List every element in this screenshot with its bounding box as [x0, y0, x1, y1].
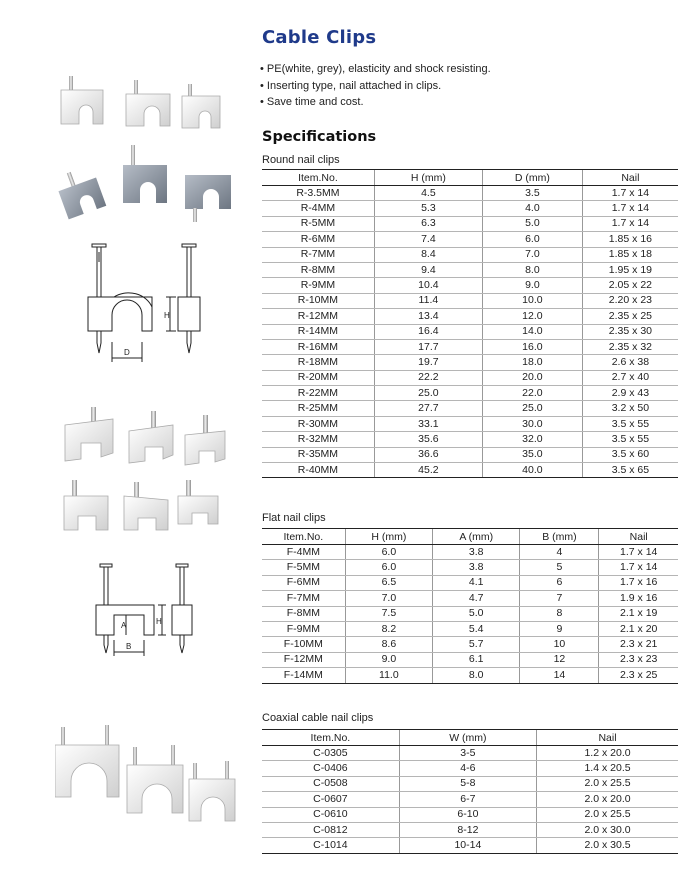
dimension-label-h: H	[164, 311, 170, 320]
table-cell: 8.0	[482, 262, 582, 277]
table-cell: 4.5	[374, 186, 482, 201]
dimension-label-b: B	[126, 642, 132, 651]
column-header: Nail	[582, 170, 678, 186]
flat-clips-caption: Flat nail clips	[262, 512, 326, 524]
table-cell: 8-12	[399, 822, 536, 837]
table-cell: 6.0	[345, 560, 432, 575]
table-cell: C-1014	[262, 838, 399, 853]
table-cell: 2.0 x 30.5	[537, 838, 678, 853]
table-row	[262, 247, 678, 262]
table-row	[262, 822, 678, 837]
table-cell: 35.0	[482, 447, 582, 462]
coax-clips-caption: Coaxial cable nail clips	[262, 712, 374, 724]
table-cell: 14.0	[482, 324, 582, 339]
table-cell: 9	[520, 621, 599, 636]
table-cell: 3.8	[433, 560, 520, 575]
table-row	[262, 463, 678, 478]
table-cell: 19.7	[374, 355, 482, 370]
column-header: B (mm)	[520, 529, 599, 545]
column-header: A (mm)	[433, 529, 520, 545]
table-cell: R-16MM	[262, 339, 374, 354]
table-cell: 20.0	[482, 370, 582, 385]
table-cell: R-18MM	[262, 355, 374, 370]
table-cell: 2.3 x 25	[599, 668, 678, 683]
table-cell: 10.0	[482, 293, 582, 308]
table-cell: 2.1 x 19	[599, 606, 678, 621]
table-cell: 3.5 x 55	[582, 432, 678, 447]
table-row	[262, 201, 678, 216]
table-row	[262, 416, 678, 431]
table-cell: R-7MM	[262, 247, 374, 262]
table-cell: 8	[520, 606, 599, 621]
table-cell: C-0607	[262, 792, 399, 807]
coax-clips-photo	[55, 725, 240, 845]
table-cell: 5-8	[399, 776, 536, 791]
table-cell: 6-7	[399, 792, 536, 807]
table-cell: 4-6	[399, 761, 536, 776]
table-cell: 8.6	[345, 637, 432, 652]
table-row	[262, 232, 678, 247]
table-cell: 7.4	[374, 232, 482, 247]
table-cell: 5	[520, 560, 599, 575]
table-cell: 6.0	[482, 232, 582, 247]
column-header: W (mm)	[399, 730, 536, 746]
feature-item: • PE(white, grey), elasticity and shock resisting.	[260, 61, 491, 78]
table-header-row	[262, 730, 678, 746]
flat-clip-diagram	[90, 562, 210, 662]
table-row	[262, 792, 678, 807]
table-cell: F-9MM	[262, 621, 345, 636]
table-cell: 3.5 x 55	[582, 416, 678, 431]
table-cell: 6.5	[345, 575, 432, 590]
feature-item: • Inserting type, nail attached in clips.	[260, 78, 491, 95]
table-cell: 2.0 x 30.0	[537, 822, 678, 837]
table-cell: 13.4	[374, 309, 482, 324]
table-cell: 5.7	[433, 637, 520, 652]
table-cell: 6.0	[345, 545, 432, 560]
table-cell: F-7MM	[262, 591, 345, 606]
table-cell: R-9MM	[262, 278, 374, 293]
table-cell: 18.0	[482, 355, 582, 370]
table-cell: 10	[520, 637, 599, 652]
column-header: H (mm)	[374, 170, 482, 186]
table-cell: 25.0	[482, 401, 582, 416]
white-round-clips-photo	[55, 70, 235, 140]
table-cell: 25.0	[374, 386, 482, 401]
table-row	[262, 591, 678, 606]
table-cell: F-4MM	[262, 545, 345, 560]
white-flat-clips-photo-1	[55, 395, 240, 475]
table-cell: 7	[520, 591, 599, 606]
table-cell: 12	[520, 652, 599, 667]
table-row	[262, 807, 678, 822]
table-cell: 4.7	[433, 591, 520, 606]
table-row	[262, 262, 678, 277]
table-cell: 6-10	[399, 807, 536, 822]
table-cell: 45.2	[374, 463, 482, 478]
page-title: Cable Clips	[262, 27, 377, 48]
coax-clips-table	[262, 729, 678, 854]
table-cell: F-12MM	[262, 652, 345, 667]
table-cell: 2.0 x 25.5	[537, 776, 678, 791]
table-cell: C-0812	[262, 822, 399, 837]
table-cell: 7.0	[345, 591, 432, 606]
table-cell: 2.0 x 20.0	[537, 792, 678, 807]
table-cell: 3.2 x 50	[582, 401, 678, 416]
dimension-label-d: D	[124, 348, 130, 357]
table-cell: 7.0	[482, 247, 582, 262]
table-cell: 5.3	[374, 201, 482, 216]
table-cell: 1.4 x 20.5	[537, 761, 678, 776]
table-row	[262, 216, 678, 231]
table-cell: R-4MM	[262, 201, 374, 216]
table-cell: 5.0	[433, 606, 520, 621]
table-row	[262, 560, 678, 575]
table-cell: 3.5	[482, 186, 582, 201]
table-cell: 2.0 x 25.5	[537, 807, 678, 822]
table-cell: 5.0	[482, 216, 582, 231]
table-cell: 2.35 x 32	[582, 339, 678, 354]
table-row	[262, 761, 678, 776]
column-header: Nail	[599, 529, 678, 545]
table-cell: F-5MM	[262, 560, 345, 575]
table-cell: 2.9 x 43	[582, 386, 678, 401]
table-row	[262, 447, 678, 462]
table-cell: 1.95 x 19	[582, 262, 678, 277]
table-cell: C-0406	[262, 761, 399, 776]
table-cell: F-10MM	[262, 637, 345, 652]
table-cell: 9.0	[482, 278, 582, 293]
table-cell: R-8MM	[262, 262, 374, 277]
table-cell: 11.0	[345, 668, 432, 683]
table-cell: 2.6 x 38	[582, 355, 678, 370]
table-cell: 1.7 x 14	[582, 186, 678, 201]
table-header-row	[262, 529, 678, 545]
table-cell: 16.4	[374, 324, 482, 339]
table-cell: 36.6	[374, 447, 482, 462]
table-row	[262, 339, 678, 354]
table-row	[262, 432, 678, 447]
table-cell: 3.5 x 60	[582, 447, 678, 462]
table-cell: R-30MM	[262, 416, 374, 431]
table-cell: R-6MM	[262, 232, 374, 247]
table-cell: 1.7 x 14	[599, 560, 678, 575]
table-cell: 14	[520, 668, 599, 683]
table-cell: C-0508	[262, 776, 399, 791]
white-flat-clips-photo-2	[60, 478, 240, 538]
table-cell: 1.85 x 18	[582, 247, 678, 262]
dimension-label-h: H	[156, 617, 162, 626]
table-cell: F-14MM	[262, 668, 345, 683]
table-cell: 8.0	[433, 668, 520, 683]
table-cell: F-6MM	[262, 575, 345, 590]
table-cell: 16.0	[482, 339, 582, 354]
table-cell: 4	[520, 545, 599, 560]
table-row	[262, 545, 678, 560]
grey-round-clips-photo	[55, 145, 240, 230]
table-cell: 8.2	[345, 621, 432, 636]
round-clips-caption: Round nail clips	[262, 154, 340, 166]
table-cell: 2.3 x 21	[599, 637, 678, 652]
table-cell: 9.4	[374, 262, 482, 277]
table-cell: 27.7	[374, 401, 482, 416]
table-cell: 22.0	[482, 386, 582, 401]
table-cell: 12.0	[482, 309, 582, 324]
table-row	[262, 637, 678, 652]
table-row	[262, 575, 678, 590]
table-row	[262, 668, 678, 683]
table-cell: 1.85 x 16	[582, 232, 678, 247]
table-cell: 1.7 x 14	[582, 216, 678, 231]
table-cell: 9.0	[345, 652, 432, 667]
table-row	[262, 324, 678, 339]
round-clip-diagram	[80, 242, 215, 372]
flat-clips-table	[262, 528, 678, 684]
table-cell: 17.7	[374, 339, 482, 354]
table-cell: R-40MM	[262, 463, 374, 478]
table-row	[262, 838, 678, 853]
table-cell: R-32MM	[262, 432, 374, 447]
table-cell: 3-5	[399, 746, 536, 761]
table-cell: 22.2	[374, 370, 482, 385]
table-cell: 2.35 x 30	[582, 324, 678, 339]
column-header: H (mm)	[345, 529, 432, 545]
table-row	[262, 293, 678, 308]
table-cell: R-5MM	[262, 216, 374, 231]
table-cell: 2.20 x 23	[582, 293, 678, 308]
column-header: D (mm)	[482, 170, 582, 186]
table-row	[262, 370, 678, 385]
table-cell: 4.0	[482, 201, 582, 216]
table-cell: R-20MM	[262, 370, 374, 385]
table-cell: 3.5 x 65	[582, 463, 678, 478]
table-cell: C-0305	[262, 746, 399, 761]
table-cell: 10.4	[374, 278, 482, 293]
column-header: Nail	[537, 730, 678, 746]
table-row	[262, 386, 678, 401]
table-cell: 3.8	[433, 545, 520, 560]
table-cell: 8.4	[374, 247, 482, 262]
table-cell: 2.1 x 20	[599, 621, 678, 636]
column-header: Item.No.	[262, 730, 399, 746]
table-cell: 1.7 x 16	[599, 575, 678, 590]
table-cell: R-22MM	[262, 386, 374, 401]
table-cell: R-25MM	[262, 401, 374, 416]
table-row	[262, 652, 678, 667]
table-cell: 33.1	[374, 416, 482, 431]
table-cell: 1.9 x 16	[599, 591, 678, 606]
table-cell: 4.1	[433, 575, 520, 590]
table-row	[262, 746, 678, 761]
table-cell: 2.3 x 23	[599, 652, 678, 667]
table-cell: 6.1	[433, 652, 520, 667]
table-cell: 40.0	[482, 463, 582, 478]
table-cell: R-14MM	[262, 324, 374, 339]
table-row	[262, 278, 678, 293]
table-cell: 6	[520, 575, 599, 590]
table-cell: 6.3	[374, 216, 482, 231]
dimension-label-a: A	[121, 621, 127, 630]
table-row	[262, 355, 678, 370]
specifications-heading: Specifications	[262, 129, 377, 145]
table-row	[262, 776, 678, 791]
table-row	[262, 606, 678, 621]
table-cell: 35.6	[374, 432, 482, 447]
table-header-row	[262, 170, 678, 186]
table-cell: 5.4	[433, 621, 520, 636]
table-cell: 2.7 x 40	[582, 370, 678, 385]
table-row	[262, 186, 678, 201]
table-cell: C-0610	[262, 807, 399, 822]
table-cell: 1.7 x 14	[599, 545, 678, 560]
table-cell: 32.0	[482, 432, 582, 447]
column-header: Item.No.	[262, 170, 374, 186]
table-row	[262, 401, 678, 416]
table-cell: 10-14	[399, 838, 536, 853]
table-cell: 30.0	[482, 416, 582, 431]
table-cell: 11.4	[374, 293, 482, 308]
feature-item: • Save time and cost.	[260, 94, 491, 111]
table-cell: R-10MM	[262, 293, 374, 308]
table-cell: F-8MM	[262, 606, 345, 621]
table-cell: R-12MM	[262, 309, 374, 324]
table-row	[262, 621, 678, 636]
table-cell: 2.35 x 25	[582, 309, 678, 324]
table-cell: R-3.5MM	[262, 186, 374, 201]
table-cell: R-35MM	[262, 447, 374, 462]
table-row	[262, 309, 678, 324]
feature-list	[260, 61, 491, 111]
column-header: Item.No.	[262, 529, 345, 545]
table-cell: 7.5	[345, 606, 432, 621]
round-clips-table	[262, 169, 678, 478]
table-cell: 1.2 x 20.0	[537, 746, 678, 761]
table-cell: 1.7 x 14	[582, 201, 678, 216]
table-cell: 2.05 x 22	[582, 278, 678, 293]
